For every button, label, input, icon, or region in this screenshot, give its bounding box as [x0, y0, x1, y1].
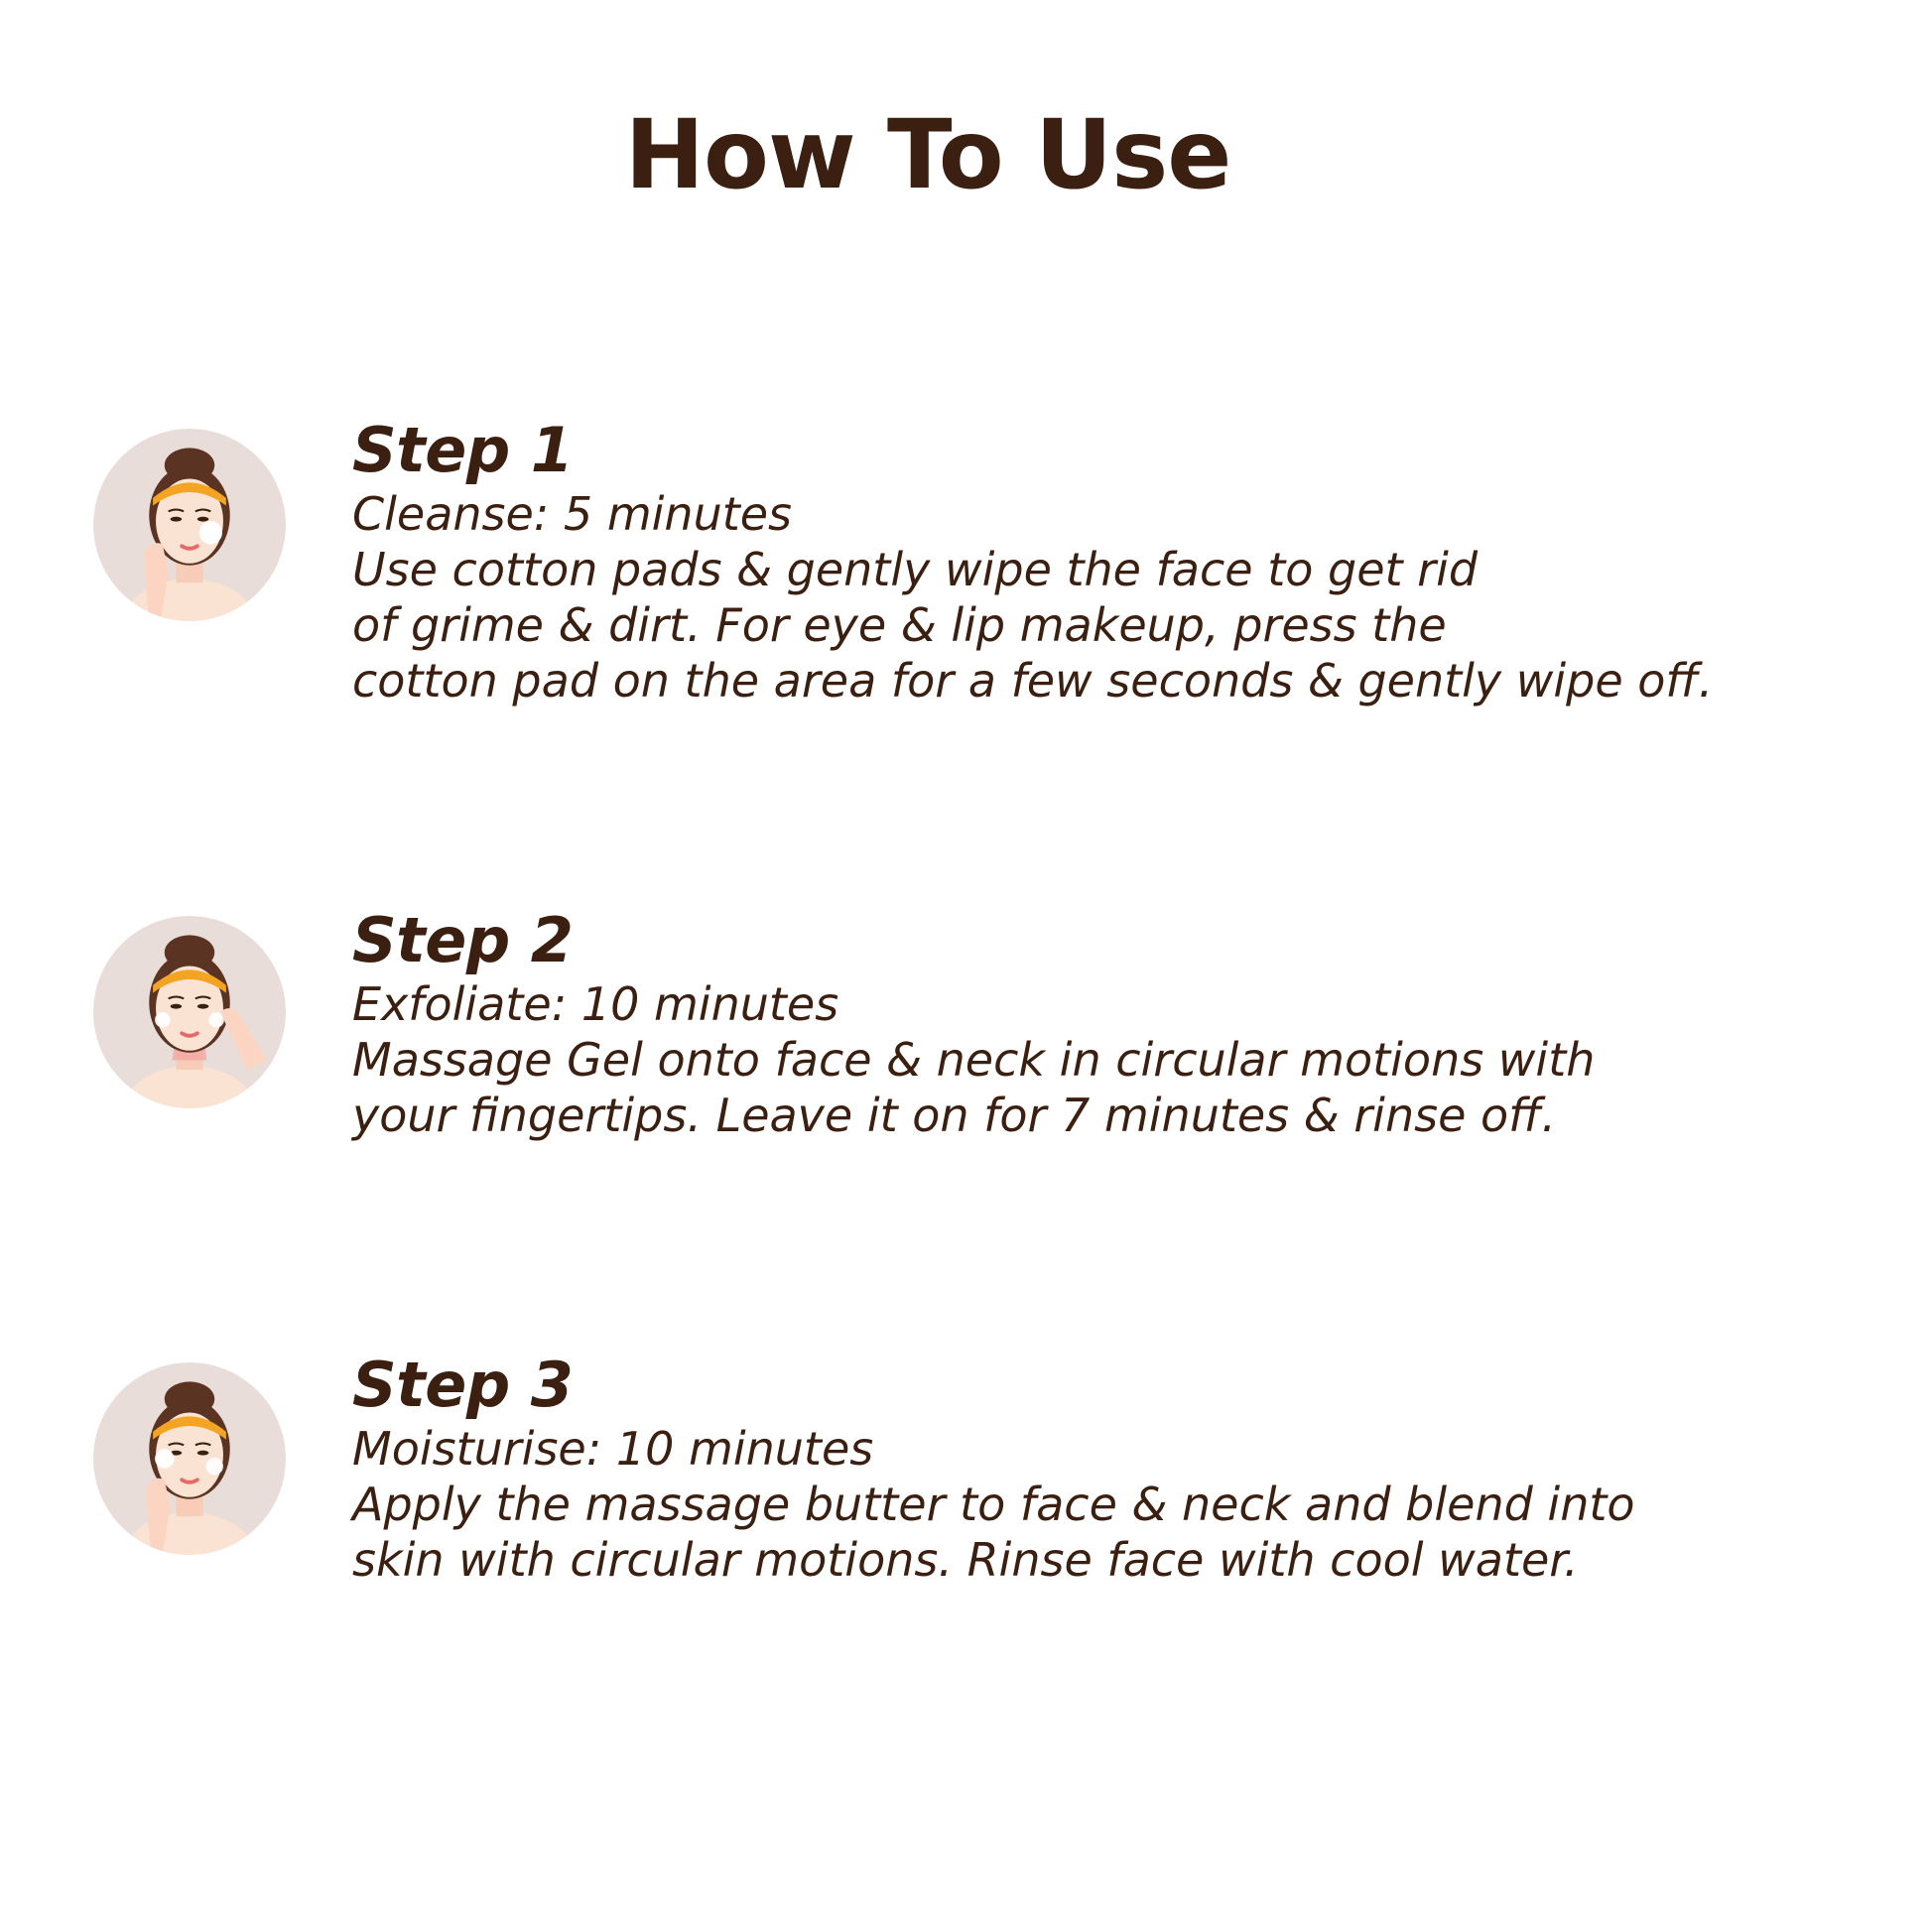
- step-description-line: Use cotton pads & gently wipe the face to get rid: [352, 543, 1479, 596]
- step-description-line: skin with circular motions. Rinse face with cool water.: [352, 1533, 1579, 1587]
- step-subtitle: Exfoliate: 10 minutes: [352, 977, 839, 1031]
- step-subtitle: Cleanse: 5 minutes: [352, 487, 793, 541]
- step-description-line: of grime & dirt. For eye & lip makeup, press the: [352, 598, 1447, 652]
- step-3-text: [352, 1350, 1900, 1588]
- step-heading: Step 2: [352, 904, 574, 976]
- face-moisturise-icon: [93, 1362, 286, 1555]
- step-description-line: Massage Gel onto face & neck in circular motions with: [352, 1033, 1596, 1087]
- step-1-text: [352, 415, 1900, 708]
- page-title: How To Use: [624, 99, 1231, 210]
- step-description-line: cotton pad on the area for a few seconds & gently wipe off.: [352, 654, 1714, 708]
- step-heading: Step 3: [352, 1349, 574, 1421]
- step-description-line: your fingertips. Leave it on for 7 minutes & rinse off.: [352, 1089, 1556, 1142]
- step-heading: Step 1: [352, 414, 574, 486]
- step-subtitle: Moisturise: 10 minutes: [352, 1422, 874, 1476]
- face-wipe-icon: [93, 429, 286, 621]
- step-2-text: [352, 905, 1900, 1143]
- face-massage-icon: [93, 916, 286, 1108]
- step-description-line: Apply the massage butter to face & neck and blend into: [352, 1478, 1635, 1531]
